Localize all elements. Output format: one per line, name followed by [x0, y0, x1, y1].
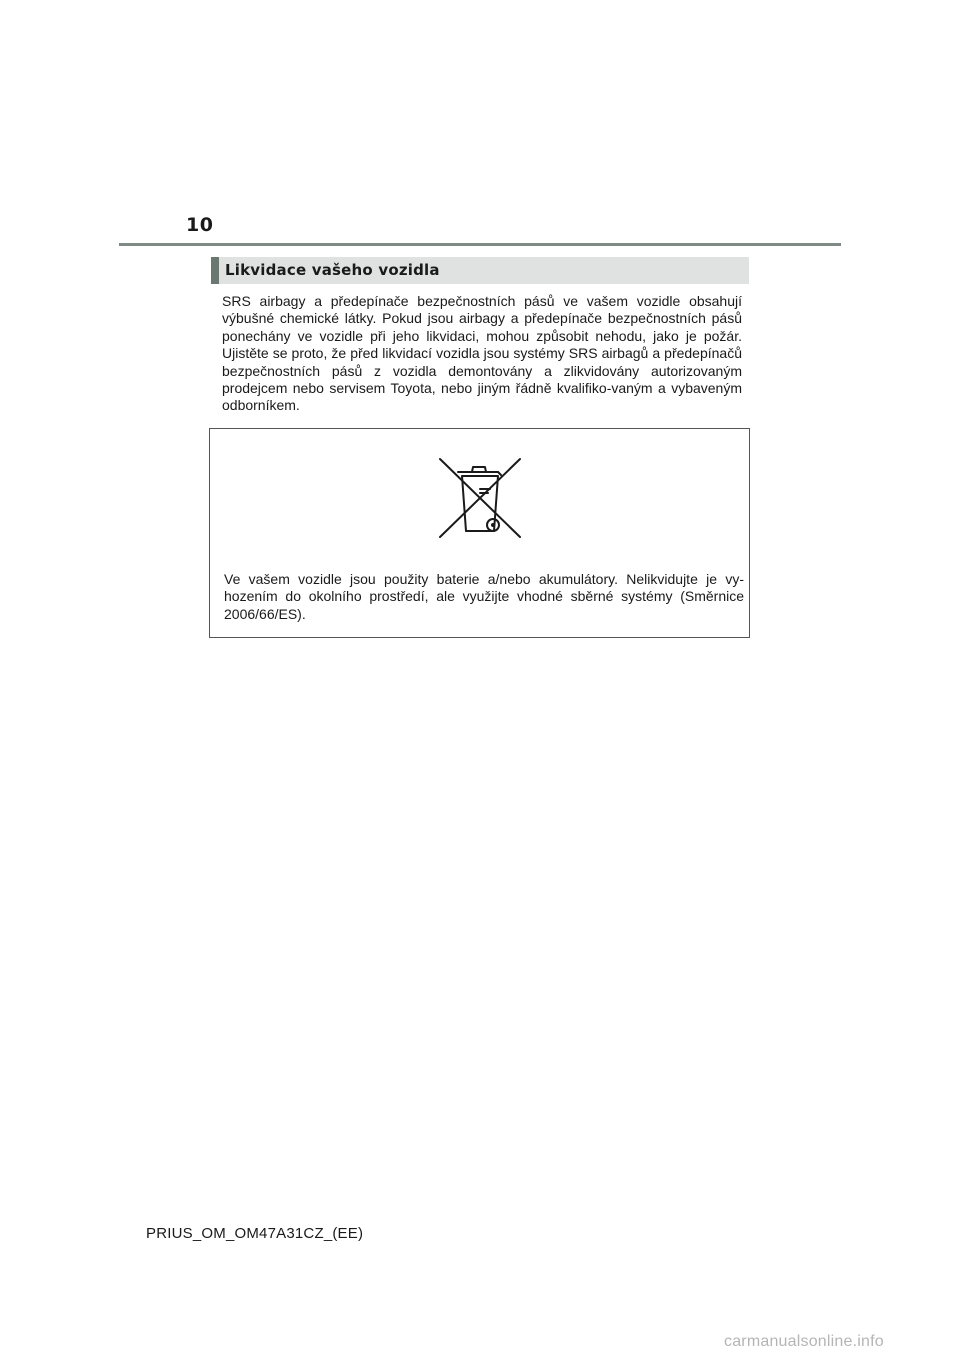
section-body-text: SRS airbagy a předepínače bezpečnostních pásů ve vašem vozidle obsahují výbušné chemické látky. Pokud jsou airbagy a předepínače bezpečnostních pásů ponechány ve vozidle při jeho likvidaci, mohou způsobit nehodu, jako je požár. Ujistěte se proto, že před likvidací vozidla jsou systémy SRS airbagů a předepínačů bezpečnostních pásů z vozidla demontovány a zlikvidovány autorizovaným prodejcem nebo servisem Toyota, nebo jiným řádně kvalifiko-vaným a vybaveným odborníkem. — [222, 293, 742, 414]
page-number: 10 — [186, 214, 214, 236]
header-divider — [119, 243, 841, 246]
watermark: carmanualsonline.info — [724, 1333, 884, 1350]
crossed-out-wheelie-bin-icon — [438, 455, 524, 541]
notice-text: Ve vašem vozidle jsou použity baterie a/nebo akumulátory. Nelikvidujte je vy-hozením do okolního prostředí, ale využijte vhodné sběrné systémy (Směrnice 2006/66/ES). — [224, 571, 744, 622]
section-heading: Likvidace vašeho vozidla — [211, 257, 749, 284]
document-code: PRIUS_OM_OM47A31CZ_(EE) — [146, 1225, 364, 1242]
battery-disposal-notice — [209, 428, 750, 638]
